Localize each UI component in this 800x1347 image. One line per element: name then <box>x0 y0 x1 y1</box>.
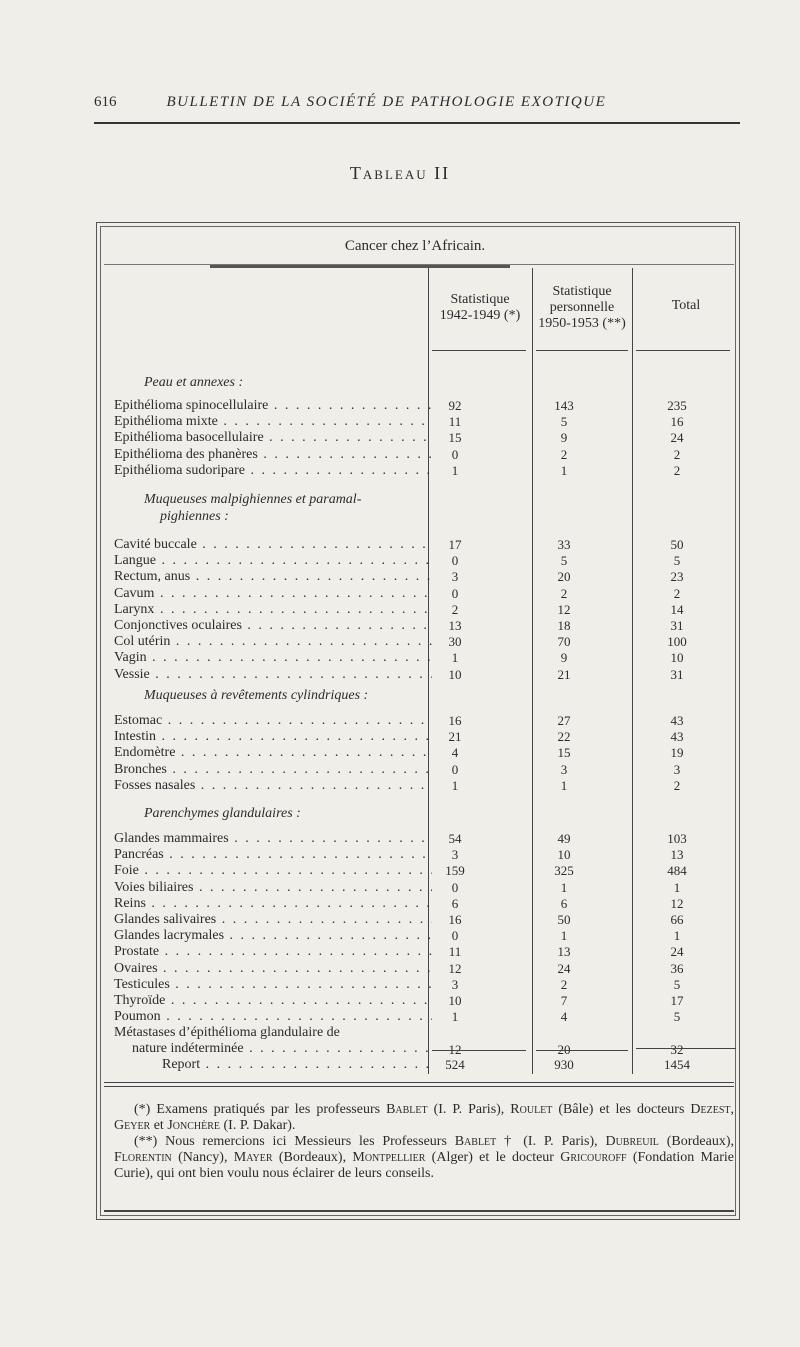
row-value: 103 <box>667 831 687 846</box>
row-value: 1 <box>673 928 681 944</box>
column-header-line: Statistique <box>450 292 510 307</box>
row-value: 24 <box>670 944 684 960</box>
column-header-line: 1942-1949 (*) <box>439 308 521 323</box>
row-label: Epithélioma mixte . . . <box>114 414 432 429</box>
row-value: 21 <box>448 729 462 745</box>
row-label: Endomètre . . . <box>114 745 432 760</box>
row-value: 0 <box>451 761 459 777</box>
column-divider <box>632 268 633 1074</box>
row-value: 4 <box>451 745 459 761</box>
person-name: Geyer <box>114 1118 151 1133</box>
person-name: Florentin <box>114 1150 172 1165</box>
header-underline <box>536 350 628 351</box>
row-value: 0 <box>451 446 459 462</box>
row-value: 159 <box>445 863 465 879</box>
row-label: Thyroïde . . . <box>114 993 432 1008</box>
table-bottom-rule <box>104 1086 734 1087</box>
row-label: Voies biliaires . . . <box>114 880 432 895</box>
column-header-line: personnelle <box>549 300 615 315</box>
footnote-1 <box>114 1102 734 1134</box>
row-label: Bronches . . . <box>114 762 432 777</box>
row-value: 50 <box>557 912 571 927</box>
row-label: Prostate . . . <box>114 944 432 959</box>
row-value: 27 <box>557 713 571 728</box>
row-label: Epithélioma des phanères . . . <box>114 447 432 462</box>
row-value: 20 <box>557 1042 571 1058</box>
row-label: Intestin . . . <box>114 729 432 744</box>
person-name: Gricouroff <box>560 1150 627 1165</box>
person-name: Dubreuil <box>605 1134 659 1149</box>
row-value: 31 <box>670 618 684 633</box>
row-value: 16 <box>670 414 684 430</box>
row-label: Larynx . . . <box>114 602 432 617</box>
row-value: 49 <box>557 831 571 846</box>
report-rule <box>432 1050 526 1051</box>
row-value: 1 <box>560 777 568 793</box>
footnotes <box>114 1102 734 1182</box>
row-value: 1 <box>451 1009 459 1025</box>
column-header-line: Total <box>671 298 701 313</box>
footnote-text: (I. P. Paris), <box>427 1102 511 1117</box>
section-title: Peau et annexes : <box>144 375 244 390</box>
row-label: Epithélioma spinocellulaire . . . <box>114 398 432 413</box>
row-value: 3 <box>451 847 459 863</box>
header-underline <box>636 350 730 351</box>
row-value: 5 <box>673 1009 681 1025</box>
person-name: Roulet <box>510 1102 553 1117</box>
page-bottom-rule <box>104 1210 734 1212</box>
person-name: Jonchère <box>167 1118 220 1133</box>
row-value: 9 <box>560 430 568 446</box>
row-value: 1 <box>673 879 681 895</box>
row-value: 100 <box>667 634 687 650</box>
footnote-text: (Bordeaux), <box>272 1150 353 1165</box>
row-value: 13 <box>557 944 571 960</box>
footnote-text: , <box>730 1102 734 1117</box>
footnote-text: Nous remercions ici Messieurs les Professeurs <box>165 1134 455 1149</box>
row-value: 0 <box>451 879 459 895</box>
row-value: 0 <box>451 553 459 569</box>
row-value: 6 <box>560 895 568 911</box>
row-value: 66 <box>670 912 684 927</box>
row-value: 1 <box>451 462 459 478</box>
footnote-text: (Nancy), <box>171 1150 234 1165</box>
row-value: 6 <box>451 895 459 911</box>
row-value: 1 <box>451 650 459 666</box>
row-label: Vessie . . . <box>114 667 432 682</box>
table-title: Tableau II <box>349 163 451 183</box>
footnote-text: (Bordeaux), <box>658 1134 734 1149</box>
row-value: 5 <box>560 414 568 430</box>
column-header-3 <box>636 298 736 314</box>
row-value: 43 <box>670 729 684 745</box>
section-title: Parenchymes glandulaires : <box>144 806 301 821</box>
header-rule <box>94 122 740 124</box>
person-name: Montpellier <box>352 1150 426 1165</box>
row-value: 15 <box>448 430 462 446</box>
row-value: 0 <box>451 928 459 944</box>
row-label: Conjonctives oculaires . . . <box>114 618 432 633</box>
row-value: 143 <box>554 398 574 413</box>
row-label: Cavité buccale . . . <box>114 537 432 552</box>
row-value: 2 <box>673 585 681 601</box>
footnote-text: et <box>150 1118 168 1133</box>
report-label: Report . . . <box>162 1057 432 1072</box>
column-header-1 <box>432 292 528 324</box>
row-value: 325 <box>554 863 574 879</box>
row-label: Pancréas . . . <box>114 847 432 862</box>
row-value: 0 <box>451 585 459 601</box>
row-value: 2 <box>673 446 681 462</box>
footnote-text: (Alger) et le docteur <box>425 1150 561 1165</box>
row-label: Epithélioma basocellulaire . . . <box>114 430 432 445</box>
row-value: 12 <box>670 895 684 911</box>
page-number: 616 <box>94 94 117 110</box>
row-value: 5 <box>673 976 681 992</box>
footnote-text: Examens pratiqués par les professeurs <box>156 1102 387 1117</box>
footnote-text: (I. P. Dakar). <box>220 1118 296 1133</box>
row-value: 24 <box>557 960 571 976</box>
row-value: 1 <box>560 879 568 895</box>
row-value: 3 <box>451 569 459 585</box>
row-value: 43 <box>670 713 684 728</box>
row-value: 70 <box>557 634 571 650</box>
person-name: Dezest <box>690 1102 731 1117</box>
row-value: 3 <box>560 761 568 777</box>
column-header-line: Statistique <box>552 284 612 299</box>
row-value: 13 <box>448 618 462 633</box>
header-underline <box>432 350 526 351</box>
row-label: Col utérin . . . <box>114 634 432 649</box>
row-value: 16 <box>448 912 462 927</box>
row-value: 484 <box>667 863 687 879</box>
column-divider <box>532 268 533 1074</box>
row-value: 23 <box>670 569 684 585</box>
row-label: Ovaires . . . <box>114 961 432 976</box>
row-value: 92 <box>448 398 462 413</box>
row-label: Cavum . . . <box>114 586 432 601</box>
row-value: 33 <box>557 537 571 552</box>
report-rule <box>636 1048 736 1049</box>
row-value: 2 <box>673 777 681 793</box>
row-value: 1 <box>560 462 568 478</box>
row-label: Poumon . . . <box>114 1009 432 1024</box>
row-value: 17 <box>448 537 462 552</box>
section-title-cont: pighiennes : <box>160 509 229 524</box>
row-value: 10 <box>557 847 571 863</box>
row-value: 22 <box>557 729 571 745</box>
row-label: Vagin . . . <box>114 650 432 665</box>
row-value: 30 <box>448 634 462 650</box>
person-name: Bablet <box>454 1134 497 1149</box>
row-label: Reins . . . <box>114 896 432 911</box>
column-header-line: 1950-1953 (**) <box>538 316 626 331</box>
row-value: 10 <box>448 993 462 1008</box>
row-value: 2 <box>451 601 459 617</box>
row-value: 2 <box>560 585 568 601</box>
row-label: Glandes mammaires . . . <box>114 831 432 846</box>
row-label: Langue . . . <box>114 553 432 568</box>
footnote-mark: (*) <box>134 1102 157 1117</box>
row-value: 3 <box>673 761 681 777</box>
row-value: 2 <box>560 446 568 462</box>
row-value: 14 <box>670 601 684 617</box>
row-label: Testicules . . . <box>114 977 432 992</box>
caption-ornament <box>210 265 510 268</box>
row-label: Foie . . . <box>114 863 432 878</box>
row-value: 13 <box>670 847 684 863</box>
row-value: 235 <box>667 398 687 413</box>
row-value: 50 <box>670 537 684 552</box>
row-value: 36 <box>670 960 684 976</box>
journal-title: BULLETIN DE LA SOCIÉTÉ DE PATHOLOGIE EXOTIQUE <box>166 94 607 110</box>
footnote-mark: (**) <box>134 1134 166 1149</box>
row-value: 16 <box>448 713 462 728</box>
row-value: 12 <box>448 960 462 976</box>
report-value: 524 <box>445 1057 465 1072</box>
row-value: 2 <box>673 462 681 478</box>
report-rule <box>536 1050 628 1051</box>
footnote-text: † (I. P. Paris), <box>496 1134 606 1149</box>
running-head <box>94 94 740 111</box>
row-value: 31 <box>670 666 684 682</box>
person-name: Bablet <box>386 1102 428 1117</box>
row-value: 10 <box>448 666 462 682</box>
row-value: 4 <box>560 1009 568 1025</box>
row-value: 54 <box>448 831 462 846</box>
row-value: 15 <box>557 745 571 761</box>
row-label: Fosses nasales . . . <box>114 778 432 793</box>
row-label-cont: nature indéterminée . . . <box>132 1041 432 1056</box>
row-value: 9 <box>560 650 568 666</box>
row-value: 1 <box>560 928 568 944</box>
row-value: 19 <box>670 745 684 761</box>
row-value: 11 <box>448 414 462 430</box>
section-title: Muqueuses malpighiennes et paramal- <box>144 492 362 507</box>
row-value: 12 <box>448 1042 462 1058</box>
row-value: 12 <box>557 601 571 617</box>
row-value: 11 <box>448 944 462 960</box>
row-label: Estomac . . . <box>114 713 432 728</box>
footnote-text: (Bâle) et les docteurs <box>552 1102 691 1117</box>
row-value: 20 <box>557 569 571 585</box>
row-value: 24 <box>670 430 684 446</box>
row-value: 18 <box>557 618 571 633</box>
row-value: 5 <box>673 553 681 569</box>
row-label: Rectum, anus . . . <box>114 569 432 584</box>
row-value: 17 <box>670 993 684 1008</box>
row-value: 2 <box>560 976 568 992</box>
report-value: 1454 <box>664 1057 690 1072</box>
section-title: Muqueuses à revêtements cylindriques : <box>144 688 369 703</box>
row-value: 21 <box>557 666 571 682</box>
row-value: 32 <box>670 1042 684 1058</box>
row-value: 5 <box>560 553 568 569</box>
table-bottom-rule <box>104 1082 734 1083</box>
row-value: 7 <box>560 993 568 1008</box>
row-value: 10 <box>670 650 684 666</box>
row-value: 3 <box>451 976 459 992</box>
footnote-2 <box>114 1134 734 1182</box>
column-header-2 <box>534 284 630 332</box>
person-name: Mayer <box>233 1150 273 1165</box>
row-label: Glandes salivaires . . . <box>114 912 432 927</box>
row-label: Glandes lacrymales . . . <box>114 928 432 943</box>
row-label: Epithélioma sudoripare . . . <box>114 463 432 478</box>
report-value: 930 <box>554 1057 574 1072</box>
footnote-text: (Fondation Marie Curie), qui ont bien voulu nous éclairer de leurs conseils. <box>114 1150 734 1181</box>
row-label: Métastases d’épithélioma glandulaire de <box>114 1025 340 1041</box>
table-caption: Cancer chez l’Africain. <box>344 238 486 254</box>
row-value: 1 <box>451 777 459 793</box>
